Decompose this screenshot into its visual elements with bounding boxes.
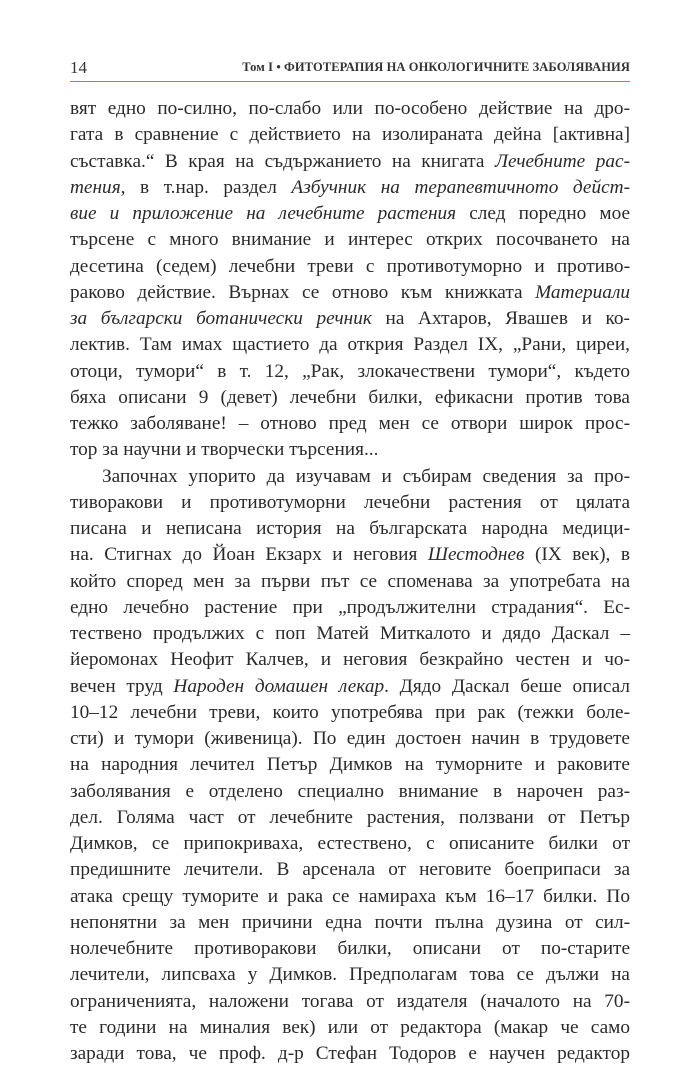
book-title: тения bbox=[70, 176, 121, 198]
book-title: Лечебните рас- bbox=[494, 150, 630, 172]
text-line: тения, в т.нар. раздел Азбучник на терапевтичното дейст- bbox=[70, 176, 630, 198]
text-line: дел. Голяма част от лечебните растения, ползвани от Петър bbox=[70, 806, 630, 828]
text-line: отоци, тумори“ в т. 12, „Рак, злокачествени тумори“, където bbox=[70, 360, 630, 382]
text-line: съставка.“ В края на съдържанието на книгата Лечебните рас- bbox=[70, 150, 630, 172]
text-line: вят едно по-силно, по-слабо или по-особено действие на дро- bbox=[70, 98, 630, 119]
book-title: Материали bbox=[535, 281, 630, 303]
text-line: лектив. Там имах щастието да открия Раздел IX, „Рани, циреи, bbox=[70, 334, 630, 356]
text-line: предишните лечители. В арсенала от неговите боеприпаси за bbox=[70, 859, 630, 881]
text-line: лечители, липсваха у Димков. Предполагам това се дължи на bbox=[70, 964, 630, 986]
text-line: за български ботанически речник на Ахтаров, Явашев и ко- bbox=[70, 308, 630, 329]
page-number: 14 bbox=[70, 58, 87, 77]
text-line: тор за научни и творчески търсения... bbox=[70, 439, 379, 461]
text-line: вечен труд Народен домашен лекар. Дядо Даскал беше описал bbox=[70, 675, 630, 697]
text-line: нолечебните противоракови билки, описани от по-старите bbox=[70, 938, 630, 959]
text-line: тествено продължих с поп Матей Миткалото и дядо Даскал – bbox=[70, 623, 630, 644]
text-line: атака срещу туморите и рака се намираха към 16–17 билки. По bbox=[70, 885, 630, 907]
text-line: тежко заболяване! – отново пред мен се отвори широк прос- bbox=[70, 413, 630, 434]
text-line: Димков, се припокриваха, естествено, с описаните билки от bbox=[70, 833, 630, 854]
text-line: заболявания е отделено специално внимание в нарочен раз- bbox=[70, 780, 630, 802]
text-line: ограниченията, наложени тогава от издателя (началото на 70- bbox=[70, 990, 630, 1012]
text-line: на народния лечител Петър Димков на туморните и раковите bbox=[70, 754, 630, 776]
text-line: търсене с много внимание и интерес открих посочването на bbox=[70, 229, 630, 251]
text-line: непонятни за мен причини една почти пълна дузина от сил- bbox=[70, 911, 630, 933]
text-line: писана и неписана история на българската народна медици- bbox=[70, 518, 630, 539]
book-title: Шестоднев bbox=[427, 544, 525, 566]
book-title: за български ботанически речник bbox=[70, 308, 372, 329]
text-line: раково действие. Върнах се отново към книжката Материали bbox=[70, 281, 630, 303]
text-line: десетина (седем) лечебни треви с противотуморно и противо- bbox=[70, 255, 630, 277]
section-title: Азбучник на терапевтичното дейст- bbox=[291, 176, 630, 198]
page-header bbox=[70, 58, 630, 78]
paragraph-first-line: Започнах упорито да изучавам и събирам сведения за про- bbox=[102, 465, 630, 487]
text-line: на. Стигнах до Йоан Екзарх и неговия Шестоднев (IX век), в bbox=[70, 544, 630, 566]
body-text bbox=[70, 96, 630, 1067]
text-line: те години на миналия век) или от редактора (макар че само bbox=[70, 1016, 630, 1038]
book-title: Народен домашен лекар bbox=[173, 675, 385, 697]
text-line: който според мен за първи път се споменава за употребата на bbox=[70, 570, 630, 592]
text-line: тиворакови и противотуморни лечебни растения от цялата bbox=[70, 491, 630, 513]
running-head: Том I • ФИТОТЕРАПИЯ НА ОНКОЛОГИЧНИТЕ ЗАБОЛЯВАНИЯ bbox=[242, 60, 630, 74]
text-line: заради това, че проф. д-р Стефан Тодоров е научен редактор bbox=[70, 1043, 630, 1064]
text-line: сти) и тумори (живеница). По един достоен начин в трудовете bbox=[70, 728, 630, 749]
text-line: гата в сравнение с действието на изолираната дейна [активна] bbox=[70, 124, 630, 146]
section-title: вие и приложение на лечебните растения bbox=[70, 203, 457, 224]
text-line: йеромонах Неофит Калчев, и неговия безкрайно честен и чо- bbox=[70, 649, 630, 671]
text-line: бяха описани 9 (девет) лечебни билки, ефикасни против това bbox=[70, 386, 630, 408]
header-rule bbox=[70, 81, 630, 82]
text-line: вие и приложение на лечебните растения след поредно мое bbox=[70, 203, 630, 224]
text-line: едно лечебно растение при „продължителни страдания“. Ес- bbox=[70, 596, 630, 618]
text-line: 10–12 лечебни треви, които употребява при рак (тежки боле- bbox=[70, 701, 630, 723]
